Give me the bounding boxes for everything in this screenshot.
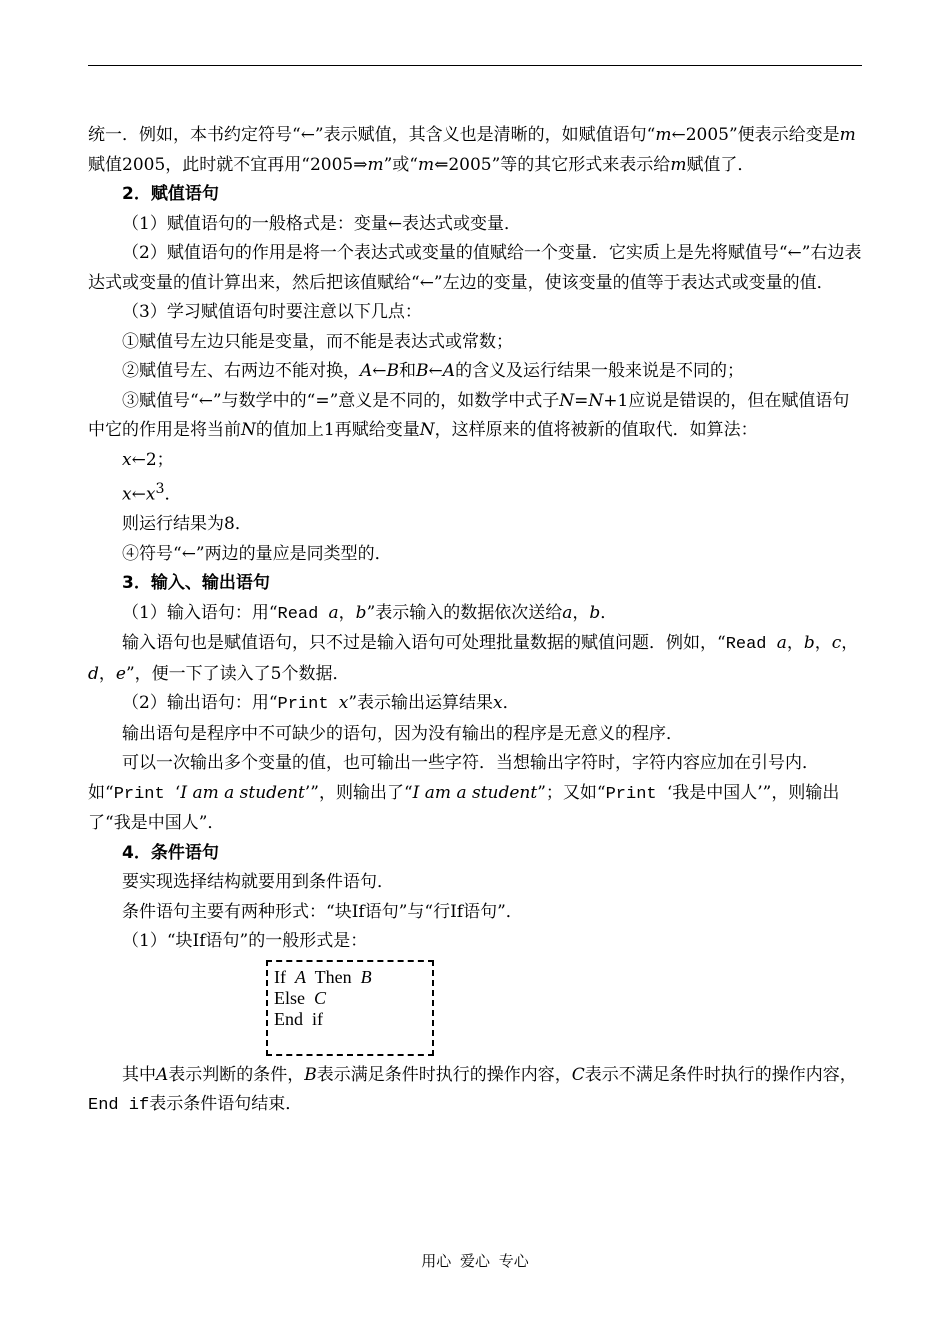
text-run: ←2； — [131, 449, 174, 470]
paragraph — [88, 510, 864, 540]
text-run: Print — [605, 784, 667, 804]
section-heading — [88, 180, 864, 210]
text-run: A — [360, 361, 373, 381]
text-run: N — [588, 390, 604, 411]
text-run: ③赋值号“←”与数学中的“= — [122, 390, 330, 411]
text-run: ， — [841, 633, 859, 654]
text-run: x — [122, 449, 132, 470]
text-run: 输出语句是程序中不可缺少的语句，因为没有输出的程序是无意义的程序． — [122, 723, 683, 744]
code-line — [274, 988, 432, 1009]
paragraph — [88, 210, 864, 240]
text-run: 3．输入、输出语句 — [122, 573, 270, 594]
text-run: m — [839, 125, 856, 145]
document-body — [88, 121, 864, 1121]
text-run: x — [122, 484, 132, 505]
text-run: ← — [372, 361, 387, 381]
text-run: 条件语句主要有两种形式：“块If语句”与“行If语句”． — [122, 901, 523, 922]
code-box — [266, 960, 434, 1056]
text-run: 3 — [155, 481, 165, 497]
text-run: N — [419, 420, 435, 440]
code-line — [274, 967, 432, 988]
paragraph — [88, 239, 864, 298]
paragraph — [88, 927, 864, 957]
text-run: m — [417, 154, 435, 175]
text-run: 表示条件语句结束． — [149, 1094, 303, 1115]
text-run: 的值加上1再赋给变量 — [255, 420, 420, 440]
text-run: Then — [306, 966, 361, 987]
text-run: a — [776, 633, 787, 654]
text-run: ”或“ — [383, 154, 418, 175]
text-run: ”表示输入的数据依次送给 — [366, 602, 563, 623]
section-heading — [88, 839, 864, 869]
text-after-code-box — [88, 1061, 864, 1121]
text-run: b — [589, 602, 601, 623]
paragraph — [88, 446, 864, 476]
paragraph — [88, 121, 864, 180]
text-run: ←2005”便表示给变是 — [671, 125, 840, 145]
text-run: ⇐2005”等的其它形式来表示给 — [434, 154, 671, 175]
text-run: ， — [338, 602, 356, 623]
text-run: （3）学习赋值语句时要注意以下几点： — [122, 302, 422, 322]
text-run: d — [88, 663, 99, 684]
text-run: 赋值2005，此时就不宜再用“2005⇒ — [88, 154, 368, 175]
text-run: 的含义及运行结果一般来说是不同的； — [455, 361, 745, 381]
paragraph — [88, 298, 864, 328]
text-run: 表示不满足条件时执行的操作内容， — [584, 1064, 857, 1085]
text-run: N — [559, 390, 575, 411]
text-run: ”表示输出运算结果 — [348, 693, 494, 714]
text-run: ’”，则输出了“ — [304, 782, 413, 803]
text-run: 要实现选择结构就要用到条件语句． — [122, 872, 394, 893]
text-run: Print — [113, 784, 175, 804]
text-run: e — [115, 663, 126, 684]
text-run: Else — [274, 987, 314, 1008]
text-run: ②赋值号左、右两边不能对换， — [122, 361, 360, 381]
text-run: ④符号“←”两边的量应是同类型的． — [122, 543, 392, 564]
text-run: ． — [502, 693, 520, 714]
paragraph — [88, 868, 864, 898]
text-run: A — [156, 1064, 169, 1085]
text-run: b — [803, 633, 815, 654]
text-run: ． — [164, 484, 182, 505]
paragraph — [88, 475, 864, 510]
text-run: ①赋值号左边只能是变量，而不能是表达式或常数； — [122, 331, 513, 352]
text-run: ← — [428, 361, 443, 381]
text-run: 输入语句也是赋值语句，只不过是输入语句可处理批量数据的赋值问题．例如，“ — [122, 633, 726, 654]
text-run: C — [571, 1064, 585, 1085]
text-run: Read — [277, 604, 329, 624]
text-run: B — [360, 966, 372, 987]
text-run: a — [562, 602, 573, 623]
text-run: x — [338, 693, 349, 714]
text-run: c — [831, 633, 842, 654]
text-run: ‘我是中国人’”，则输出了“我是中国人”． — [88, 782, 840, 834]
text-run: （1）输入语句：用“ — [122, 602, 278, 623]
text-run: ． — [600, 602, 618, 623]
paragraph — [88, 689, 864, 720]
text-run: ， — [572, 602, 590, 623]
text-run: End if — [88, 1096, 150, 1116]
text-run: （2）赋值语句的作用是将一个表达式或变量的值赋给一个变量．它实质上是先将赋值号“←”右边表达式或变量的值计算出来，然后把该值赋给“←”左边的变量，使该变量的值等于表达式或变量的值． — [88, 243, 862, 293]
paragraph — [88, 898, 864, 928]
paragraph — [88, 629, 864, 689]
paragraph — [88, 720, 864, 750]
paragraph — [88, 1061, 864, 1121]
text-run: If — [274, 966, 295, 987]
text-run: 表示满足条件时执行的操作内容， — [316, 1064, 572, 1085]
text-run: A — [295, 966, 306, 987]
text-run: 赋值了． — [686, 154, 755, 175]
paragraph — [88, 328, 864, 358]
text-run: ← — [131, 484, 146, 505]
text-run: Read — [725, 635, 777, 655]
paragraph — [88, 387, 864, 446]
text-run: ”意义是不同的，如数学中式子 — [329, 390, 560, 411]
text-run: B — [386, 361, 400, 381]
text-run: ，这样原来的值将被新的值取代．如算法： — [434, 420, 758, 440]
text-run: ‘ — [174, 782, 181, 803]
text-before-code-box — [88, 121, 864, 957]
paragraph — [88, 540, 864, 570]
text-run: ， — [786, 633, 804, 654]
text-run: ， — [814, 633, 832, 654]
text-run: （2）输出语句：用“ — [122, 693, 278, 714]
text-run: 统一．例如，本书约定符号“←”表示赋值，其含义也是清晰的，如赋值语句“ — [88, 125, 656, 145]
text-run: b — [355, 602, 367, 623]
paragraph — [88, 357, 864, 387]
text-run: 表示判断的条件， — [168, 1064, 305, 1085]
text-run: 2．赋值语句 — [122, 184, 219, 204]
text-run: B — [304, 1064, 317, 1085]
code-line — [274, 1009, 432, 1030]
text-run: ， — [98, 663, 116, 684]
section-heading — [88, 569, 864, 599]
text-run: （1）“块If语句”的一般形式是： — [122, 931, 368, 952]
text-run: m — [367, 154, 384, 175]
text-run: N — [241, 420, 256, 440]
text-run: +1应说是错误的，但在赋值语句中它的作用是将当前 — [88, 390, 850, 440]
page-footer: 用心 爱心 专心 — [421, 1252, 529, 1270]
text-run: 则运行结果为8． — [122, 514, 252, 535]
text-run: 其中 — [122, 1064, 156, 1085]
text-run: ”，便一下了读入了5个数据． — [125, 663, 350, 684]
text-run: m — [670, 154, 687, 175]
text-run: 4．条件语句 — [122, 842, 219, 863]
text-run: m — [655, 125, 672, 145]
text-run: A — [442, 361, 456, 381]
text-run: I am a student — [412, 782, 538, 803]
text-run: x — [145, 484, 156, 505]
text-run: I am a student — [180, 782, 305, 803]
text-run: End if — [274, 1008, 323, 1029]
text-run: ”；又如“ — [537, 782, 606, 803]
paragraph — [88, 749, 864, 839]
text-run: 和 — [399, 361, 417, 381]
text-run: B — [416, 361, 429, 381]
text-run: = — [574, 390, 589, 411]
text-run: 可以一次输出多个变量的值，也可输出一些字符．当想输出字符时，字符内容应加在引号内．如“ — [88, 753, 819, 803]
text-run: a — [328, 602, 339, 623]
text-run: Print — [277, 695, 339, 715]
text-run: x — [493, 693, 503, 714]
header-rule — [88, 65, 862, 66]
text-run: C — [314, 987, 327, 1008]
text-run: （1）赋值语句的一般格式是：变量←表达式或变量． — [122, 213, 522, 234]
paragraph — [88, 599, 864, 630]
